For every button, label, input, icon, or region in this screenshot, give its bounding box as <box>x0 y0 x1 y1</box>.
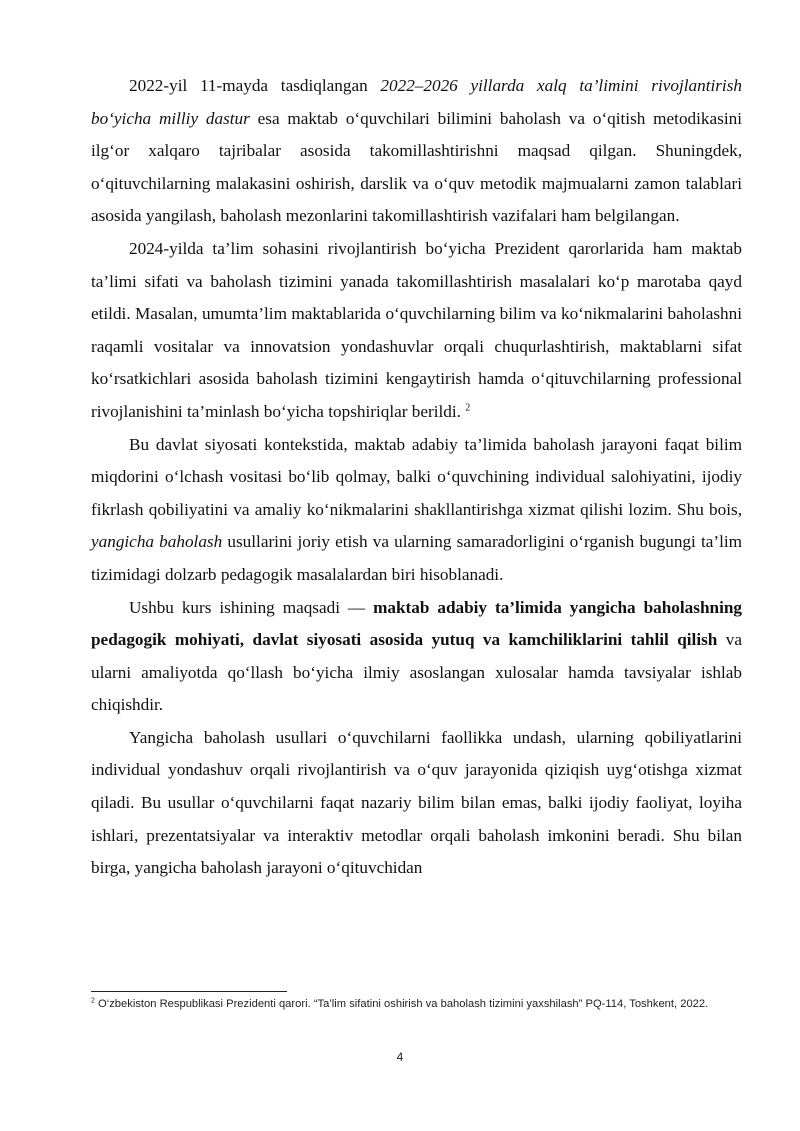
paragraph-1 <box>91 70 742 233</box>
paragraph-4-text-b: va ularni amaliyotda qo‘llash bo‘yicha ilmiy asoslangan xulosalar hamda tavsiyalar ishlab chiqishdir. <box>91 630 742 715</box>
paragraph-4-text-a: Ushbu kurs ishining maqsadi — <box>129 597 374 617</box>
paragraph-5-text: Yangicha baholash usullari o‘quvchilarni faollikka undash, ularning qobiliyatlarini individual yondashuv orqali rivojlantirish va o‘quv jarayonida qiziqish uyg‘otishga xizmat qiladi. Bu usullar o‘quvchilarni faqat nazariy bilim bilan emas, balki ijodiy faoliyat, loyiha ishlari, prezentatsiyalar va interaktiv metodlar orqali baholash imkonini beradi. Shu bilan birga, yangicha baholash jarayoni o‘qituvchidan <box>91 727 742 878</box>
footnote-text: O‘zbekiston Respublikasi Prezidenti qarori. “Ta’lim sifatini oshirish va baholash tizimini yaxshilash” PQ-114, Toshkent, 2022. <box>94 998 709 1010</box>
paragraph-4 <box>91 592 742 722</box>
page-number: 4 <box>396 1050 404 1064</box>
paragraph-3-text-b: usullarini joriy etish va ularning samaradorligini o‘rganish bugungi ta’lim tizimidagi dolzarb pedagogik masalalardan biri hisoblanadi. <box>91 532 743 584</box>
course-aim-bold: maktab adabiy ta’limida yangicha baholashning pedagogik mohiyati, davlat siyosati asosida yutuq va kamchiliklarini tahlil qilish <box>91 597 742 650</box>
paragraph-3 <box>91 429 742 592</box>
footnote <box>91 996 746 1013</box>
paragraph-5 <box>91 722 742 885</box>
paragraph-2 <box>91 233 742 429</box>
paragraph-1-text-a: 2022-yil 11-mayda tasdiqlangan <box>129 76 381 95</box>
footnote-separator <box>91 991 287 992</box>
footnote-reference[interactable]: 2 <box>465 402 471 414</box>
paragraph-3-text-a: Bu davlat siyosati kontekstida, maktab adabiy ta’limida baholash jarayoni faqat bilim miqdorini o‘lchash vositasi bo‘lib qolmay, balki o‘quvchining individual salohiyatini, ijodiy fikrlash qobiliyatini va amaliy ko‘nikmalarini shakllantirishga xizmat qilishi lozim. Shu bois, <box>91 434 742 519</box>
paragraph-2-text: 2024-yilda ta’lim sohasini rivojlantirish bo‘yicha Prezident qarorlarida ham maktab ta’limi sifati va baholash tizimini yanada takomillashtirish masalalari ko‘p marotaba qayd etildi. Masalan, umumta’lim maktablarida o‘quvchilarning bilim va ko‘nikmalarini baholashni raqamli vositalar va innovatsion yondashuvlar orqali chuqurlashtirish, maktablarni sifat ko‘rsatkichlari asosida baholash tizimini kengaytirish hamda o‘qituvchilarning professional rivojlanishini ta’minlash bo‘yicha topshiriqlar berildi. <box>91 238 742 421</box>
emphasis-term: yangicha baholash <box>91 532 223 552</box>
body-text <box>91 70 742 885</box>
footnote-number: 2 <box>91 997 95 1005</box>
paragraph-1-text-b: esa maktab o‘quvchilari bilimini baholash va o‘qitish metodikasini ilg‘or xalqaro tajribalar asosida takomillashtirishni maqsad qilgan. Shuningdek, o‘qituvchilarning malakasini oshirish, darslik va o‘quv metodik majmualarni zamon talablari asosida yangilash, baholash mezonlarini takomillashtirish vazifalari ham belgilangan. <box>91 108 742 226</box>
program-title: 2022–2026 yillarda xalq ta’limini rivojlantirish bo‘yicha milliy dastur <box>91 76 742 128</box>
